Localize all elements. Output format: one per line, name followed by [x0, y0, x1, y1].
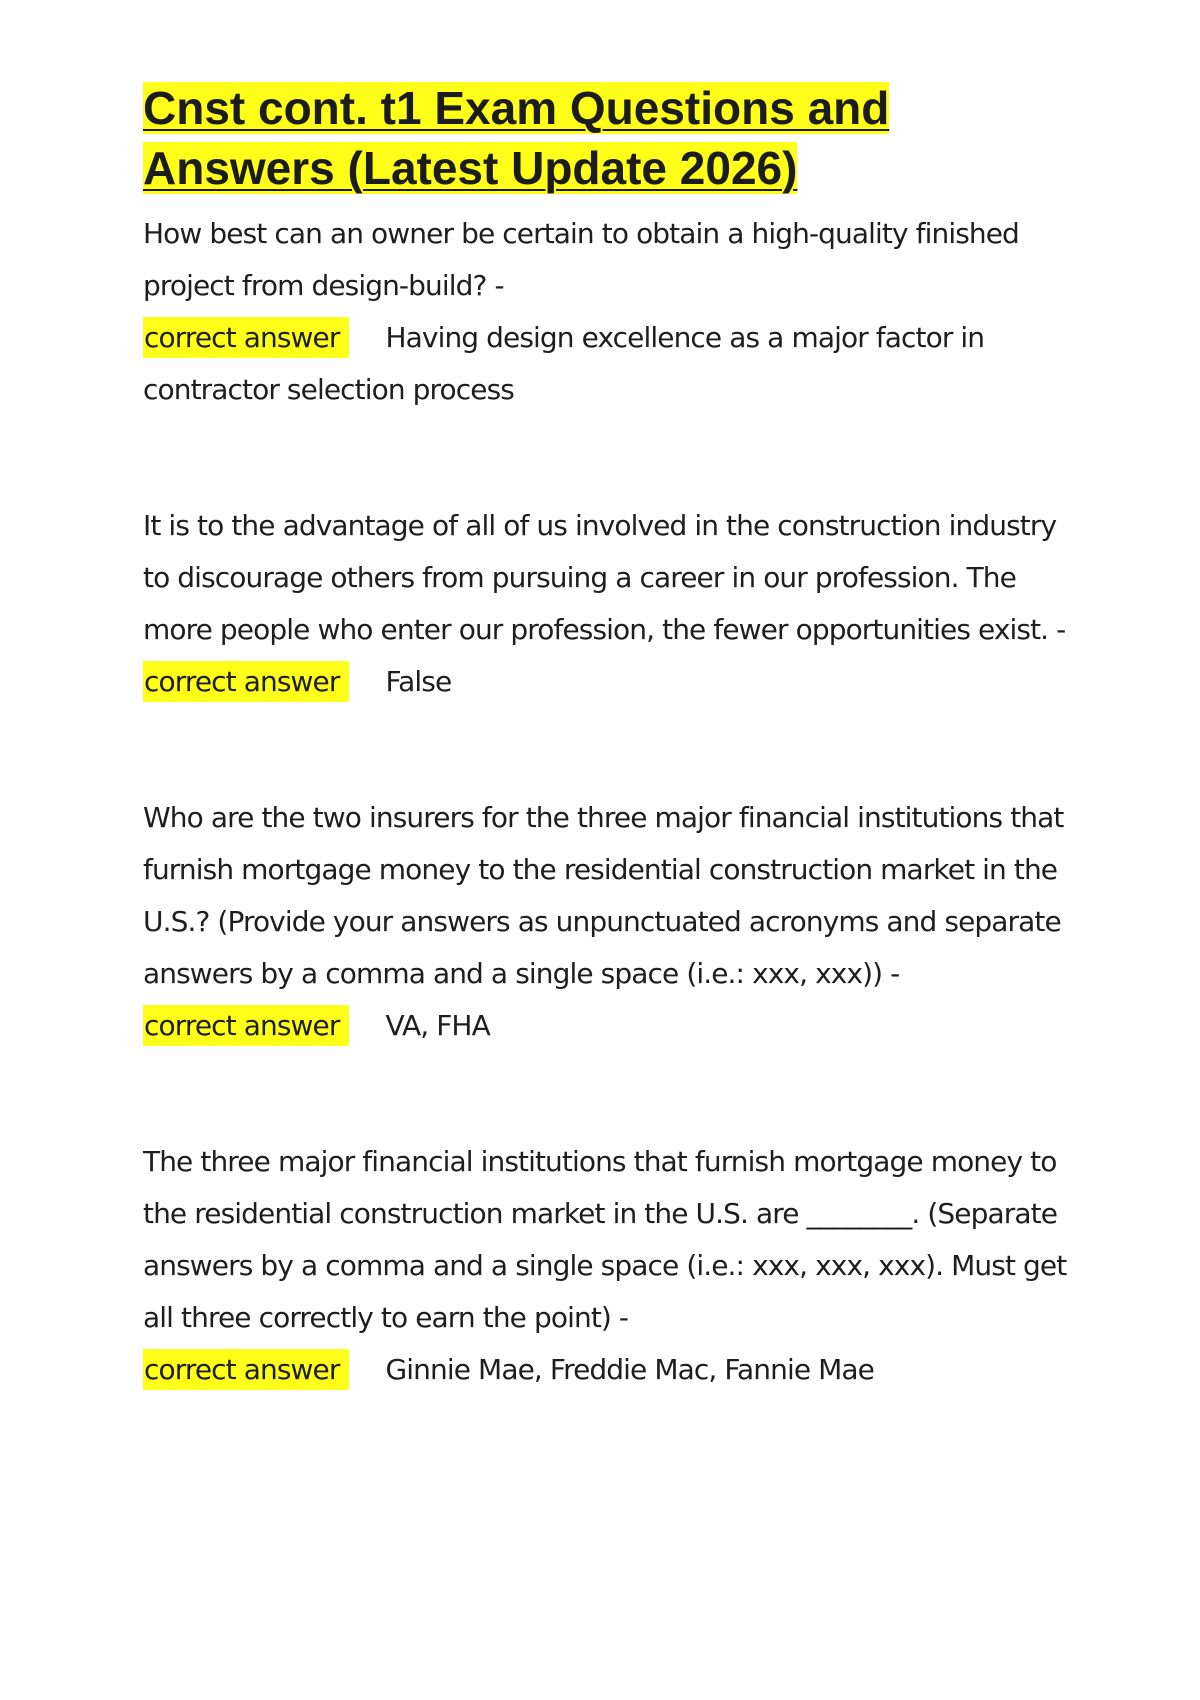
answer-text: Ginnie Mae, Freddie Mac, Fannie Mae [385, 1353, 874, 1386]
answer-line [143, 656, 1083, 708]
document-title [143, 78, 1083, 198]
title-highlight: Cnst cont. t1 Exam Questions and Answers (Latest Update 2026) [143, 82, 890, 194]
question-text: Who are the two insurers for the three major financial institutions that furnish mortgage money to the residential construction market in the U.S.? (Provide your answers as unpunctuated acronyms and separate answers by a comma and a single space (i.e.: xxx, xxx)) - [143, 801, 1064, 990]
qa-item-3 [143, 792, 1083, 1052]
answer-line [143, 1000, 1083, 1052]
document-content [143, 78, 1083, 1396]
question-text: How best can an owner be certain to obtain a high-quality finished project from design-build? - [143, 217, 1019, 302]
correct-answer-label: correct answer [143, 1005, 349, 1046]
qa-item-1 [143, 208, 1083, 416]
answer-text: VA, FHA [385, 1009, 490, 1042]
correct-answer-label: correct answer [143, 1349, 349, 1390]
correct-answer-label: correct answer [143, 317, 349, 358]
correct-answer-label: correct answer [143, 661, 349, 702]
question-text: The three major financial institutions that furnish mortgage money to the residential construction market in the U.S. are ________. (Separate answers by a comma and a single space (i.e.: xxx, xxx, xxx). Must get all three correctly to earn the point) - [143, 1145, 1067, 1334]
answer-line [143, 312, 1083, 416]
question-text: It is to the advantage of all of us involved in the construction industry to discourage others from pursuing a career in our profession. The more people who enter our profession, the fewer opportunities exist. - [143, 509, 1066, 646]
answer-text: False [385, 665, 452, 698]
qa-item-4 [143, 1136, 1083, 1396]
qa-item-2 [143, 500, 1083, 708]
answer-text: Having design excellence as a major factor in contractor selection process [143, 321, 985, 406]
answer-line [143, 1344, 1083, 1396]
